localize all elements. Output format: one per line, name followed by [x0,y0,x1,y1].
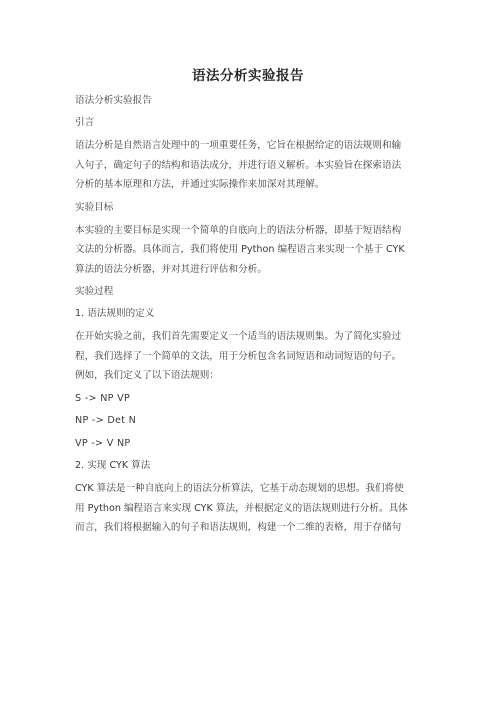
paragraph-line: 例如，我们定义了以下语法规则： [75,370,219,381]
section-heading: 语法分析实验报告 [75,95,152,106]
paragraph-line: 程，我们选择了一个简单的文法，用于分析包含名词短语和动词短语的句子。 [75,350,402,362]
grammar-rule: VP -> V NP [75,437,131,449]
document-title: 语法分析实验报告 [192,68,304,84]
section-heading: 引言 [75,117,95,128]
section-heading: 实验目标 [75,201,114,213]
body-paragraph [75,221,425,280]
paragraph-line: CYK 算法是一种自底向上的语法分析算法，它基于动态规划的思想。我们将使 [75,483,404,495]
grammar-rule: S -> NP VP [75,392,131,404]
paragraph-line: 用 Python 编程语言来实现 CYK 算法，并根据定义的语法规则进行分析。具体 [75,502,408,514]
section-heading: 实验过程 [75,286,114,297]
paragraph-line: 算法的语法分析器，并对其进行评估和分析。 [75,263,267,275]
grammar-rule: NP -> Det N [75,415,137,427]
paragraph-line: 分析的基本原理和方法，并通过实际操作来加深对其理解。 [75,179,325,190]
section-heading: 1. 语法规则的定义 [75,308,155,319]
body-paragraph [75,327,425,386]
paragraph-line: 在开始实验之前，我们首先需要定义一个适当的语法规则集。为了简化实验过 [75,331,402,342]
paragraph-line: 语法分析是自然语言处理中的一项重要任务，它旨在根据给定的语法规则和输 [75,140,402,151]
body-paragraph [75,136,425,195]
paragraph-line: 入句子，确定句子的结构和语法成分，并进行语义解析。本实验旨在探索语法 [75,159,402,171]
paragraph-line: 文法的分析器。具体而言，我们将使用 Python 编程语言来实现一个基于 CYK [75,244,405,255]
paragraph-line: 而言，我们将根据输入的句子和语法规则，构建一个二维的表格，用于存储句 [75,522,402,534]
section-heading: 2. 实现 CYK 算法 [75,460,151,472]
body-paragraph [75,479,425,538]
paragraph-line: 本实验的主要目标是实现一个简单的自底向上的语法分析器，即基于短语结构 [75,224,402,236]
document-body [75,94,425,544]
